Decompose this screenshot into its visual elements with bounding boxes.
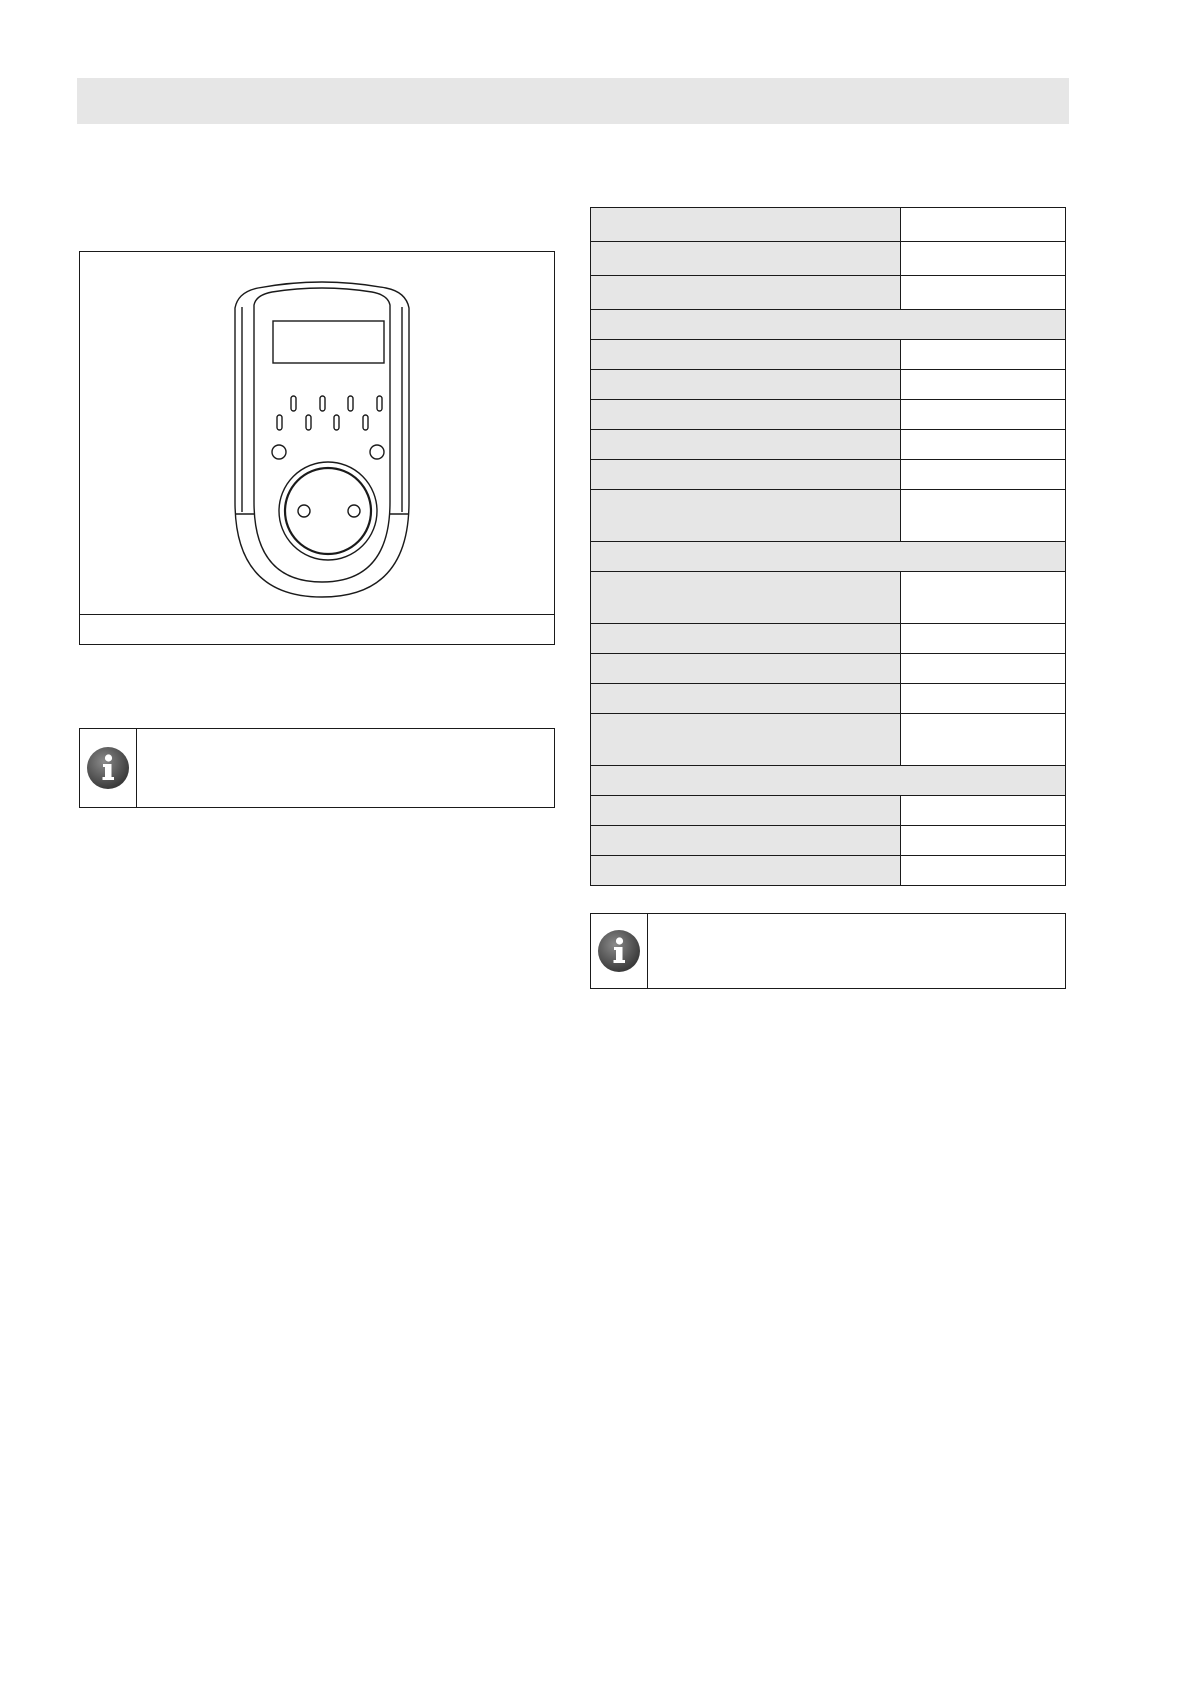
spec-value <box>901 340 1066 370</box>
spec-row <box>591 796 1066 826</box>
spec-label <box>591 796 901 826</box>
spec-value <box>901 208 1066 242</box>
info-icon <box>86 746 130 790</box>
spec-label <box>591 714 901 766</box>
spec-label <box>591 276 901 310</box>
spec-label <box>591 572 901 624</box>
figure-caption <box>80 614 554 644</box>
spec-label <box>591 490 901 542</box>
spec-label <box>591 460 901 490</box>
spec-row <box>591 400 1066 430</box>
spec-section-label <box>591 542 1066 572</box>
spec-label <box>591 856 901 886</box>
spec-row <box>591 276 1066 310</box>
spec-row <box>591 572 1066 624</box>
info-note <box>79 728 555 808</box>
info-icon-cell <box>80 729 137 807</box>
spec-value <box>901 370 1066 400</box>
spec-value <box>901 624 1066 654</box>
spec-label <box>591 624 901 654</box>
spec-section-label <box>591 310 1066 340</box>
spec-label <box>591 400 901 430</box>
spec-label <box>591 208 901 242</box>
spec-label <box>591 340 901 370</box>
figure-box <box>79 251 555 645</box>
spec-label <box>591 684 901 714</box>
spec-row <box>591 460 1066 490</box>
spec-label <box>591 370 901 400</box>
spec-table <box>590 207 1066 886</box>
spec-row <box>591 490 1066 542</box>
spec-value <box>901 826 1066 856</box>
spec-value <box>901 714 1066 766</box>
spec-value <box>901 654 1066 684</box>
spec-row <box>591 624 1066 654</box>
spec-value <box>901 796 1066 826</box>
spec-value <box>901 242 1066 276</box>
spec-section-header <box>591 766 1066 796</box>
spec-value <box>901 684 1066 714</box>
spec-row <box>591 826 1066 856</box>
spec-label <box>591 430 901 460</box>
spec-label <box>591 826 901 856</box>
spec-value <box>901 400 1066 430</box>
timer-socket-illustration <box>80 252 556 617</box>
spec-row <box>591 340 1066 370</box>
spec-value <box>901 430 1066 460</box>
spec-value <box>901 276 1066 310</box>
header-bar <box>77 78 1069 124</box>
spec-section-header <box>591 542 1066 572</box>
spec-row <box>591 370 1066 400</box>
spec-section-label <box>591 766 1066 796</box>
spec-label <box>591 242 901 276</box>
spec-row <box>591 242 1066 276</box>
info-note <box>590 913 1066 989</box>
spec-row <box>591 714 1066 766</box>
info-icon <box>597 929 641 973</box>
spec-row <box>591 430 1066 460</box>
spec-row <box>591 856 1066 886</box>
spec-row <box>591 208 1066 242</box>
spec-row <box>591 684 1066 714</box>
spec-value <box>901 856 1066 886</box>
spec-label <box>591 654 901 684</box>
spec-value <box>901 460 1066 490</box>
spec-section-header <box>591 310 1066 340</box>
spec-row <box>591 654 1066 684</box>
spec-value <box>901 490 1066 542</box>
info-icon-cell <box>591 914 648 988</box>
spec-value <box>901 572 1066 624</box>
